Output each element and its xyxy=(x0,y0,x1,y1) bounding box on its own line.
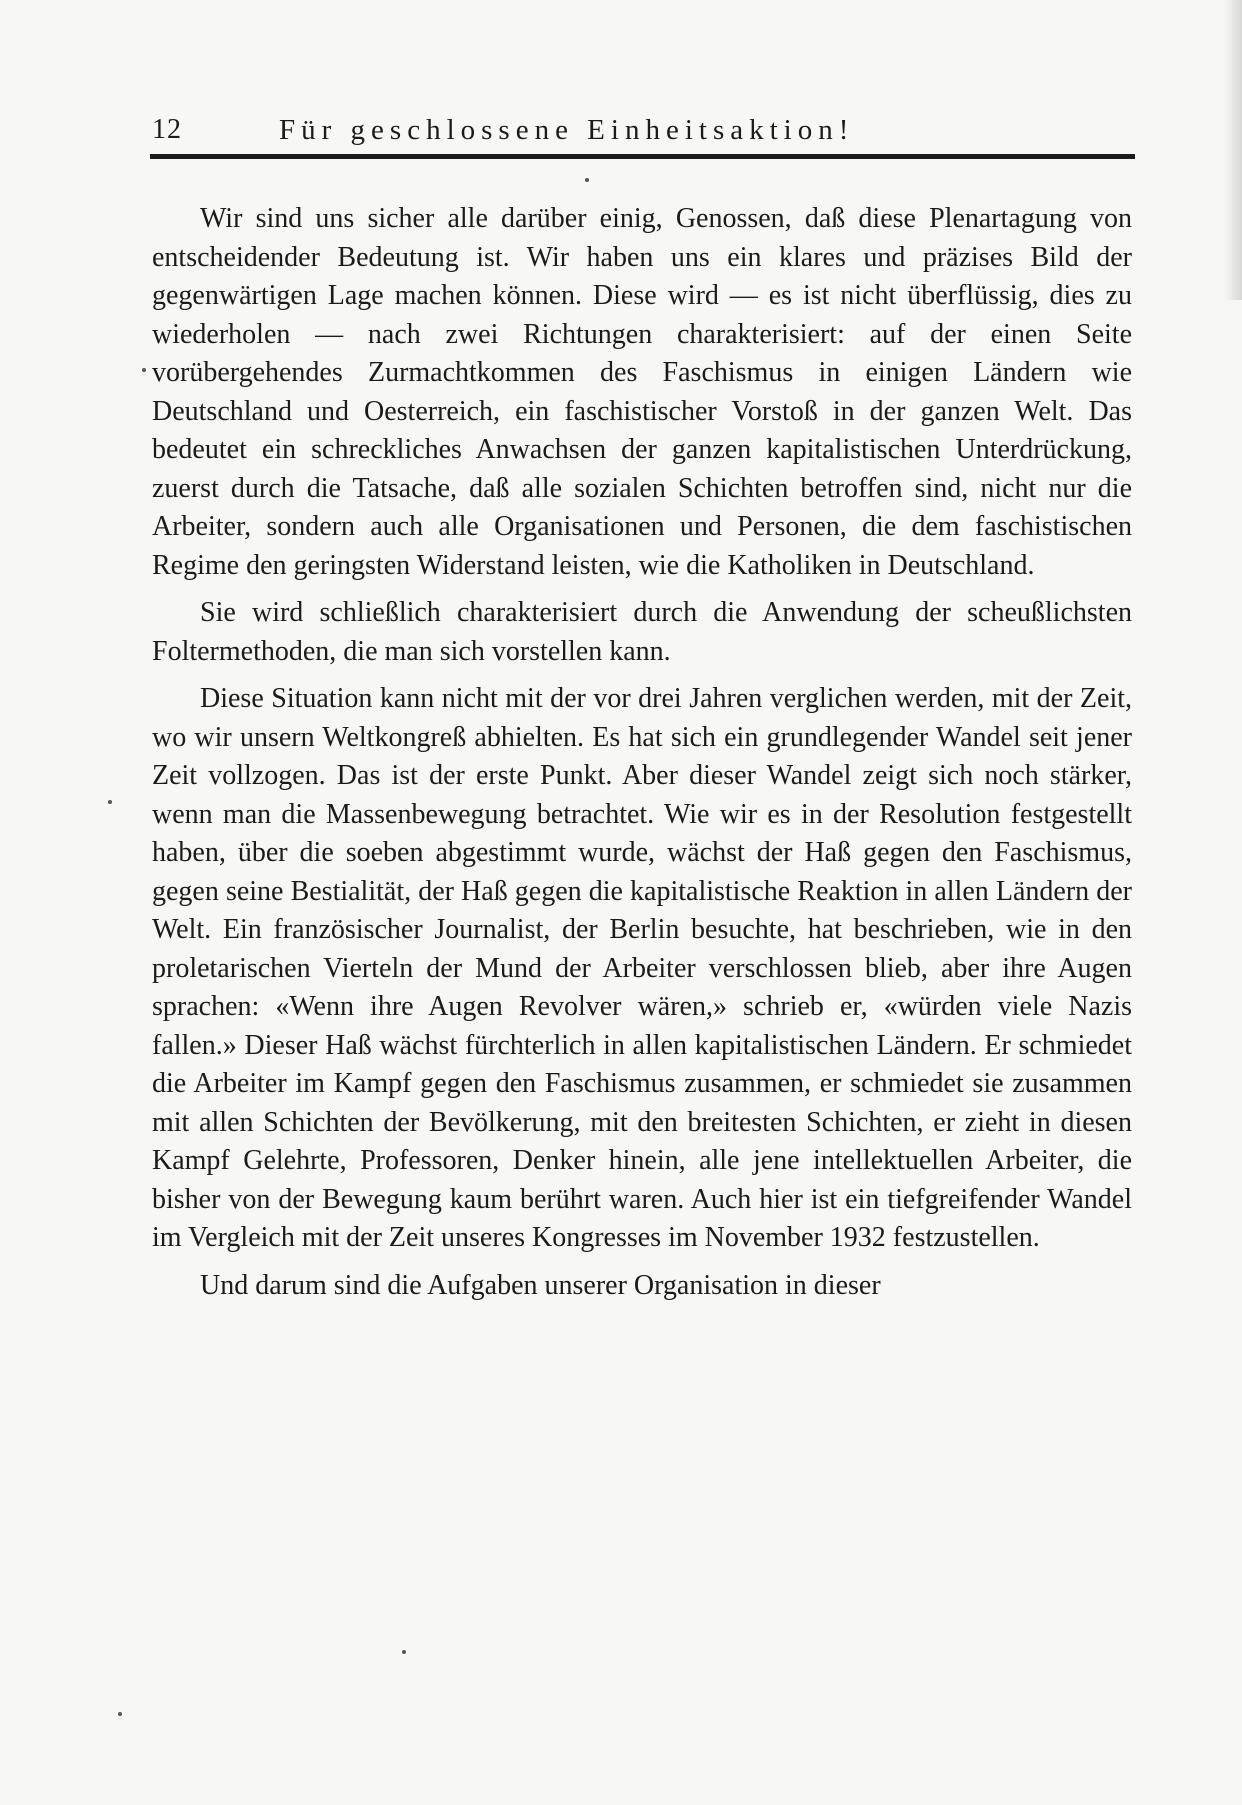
paragraph-4: Und darum sind die Aufgaben unserer Organisation in dieser xyxy=(200,1269,881,1301)
running-title: Für geschlossene Einheitsaktion! xyxy=(279,114,855,146)
scan-speck xyxy=(585,178,589,182)
page-edge-shadow xyxy=(1224,0,1242,300)
scan-speck xyxy=(118,1712,122,1716)
paragraph-3: Diese Situation kann nicht mit der vor drei Jahren verglichen werden, mit der Zeit, wo wir unsern Weltkongreß abhielten. Es hat sich ein grundlegender Wandel seit jener Zeit vollzogen. Das ist der erste Punkt. Aber dieser Wandel zeigt sich noch stärker, wenn man die Massenbewegung betrachtet. Wie wir es in der Resolution festgestellt haben, über die soeben abgestimmt wurde, wächst der Haß gegen den Faschismus, gegen seine Bestialität, der Haß gegen die kapitalistische Reaktion in allen Ländern der Welt. Ein französischer Journalist, der Berlin besuchte, hat beschrieben, wie in den proletarischen Vierteln der Mund der Arbeiter verschlossen blieb, aber ihre Augen sprachen: «Wenn ihre Augen Revolver wären,» schrieb er, «würden viele Nazis fallen.» Dieser Haß wächst fürchterlich in allen kapitalistischen Ländern. Er schmiedet die Arbeiter im Kampf gegen den Faschismus zusammen, er schmiedet sie zusammen mit allen Schichten der Bevölkerung, mit den breitesten Schichten, er zieht in diesen Kampf Gelehrte, Professoren, Denker hinein, alle jene intellektuellen Arbeiter, die bisher von der Bewegung kaum berührt waren. Auch hier ist ein tiefgreifender Wandel im Vergleich mit der Zeit unseres Kongresses im November 1932 festzustellen. xyxy=(152,683,1132,1253)
body-text xyxy=(152,200,1132,1314)
scan-speck xyxy=(142,368,146,372)
header-rule xyxy=(150,154,1135,159)
running-head xyxy=(152,108,1137,156)
page-number: 12 xyxy=(152,114,182,145)
paragraph-1: Wir sind uns sicher alle darüber einig, Genossen, daß diese Plenartagung von entscheidender Bedeutung ist. Wir haben uns ein klares und präzises Bild der gegenwärtigen Lage machen können. Diese wird — es ist nicht überflüssig, dies zu wiederholen — nach zwei Richtungen charakterisiert: auf der einen Seite vorübergehendes Zurmachtkommen des Faschismus in einigen Ländern wie Deutschland und Oesterreich, ein faschistischer Vorstoß in der ganzen Welt. Das bedeutet ein schreckliches Anwachsen der ganzen kapitalistischen Unterdrückung, zuerst durch die Tatsache, daß alle sozialen Schichten betroffen sind, nicht nur die Arbeiter, sondern auch alle Organisationen und Personen, die dem faschistischen Regime den geringsten Widerstand leisten, wie die Katholiken in Deutschland. xyxy=(152,203,1132,581)
paragraph-2: Sie wird schließlich charakterisiert durch die Anwendung der scheußlichsten Foltermethoden, die man sich vorstellen kann. xyxy=(152,597,1132,667)
scan-speck xyxy=(108,800,112,804)
scan-speck xyxy=(402,1650,406,1654)
